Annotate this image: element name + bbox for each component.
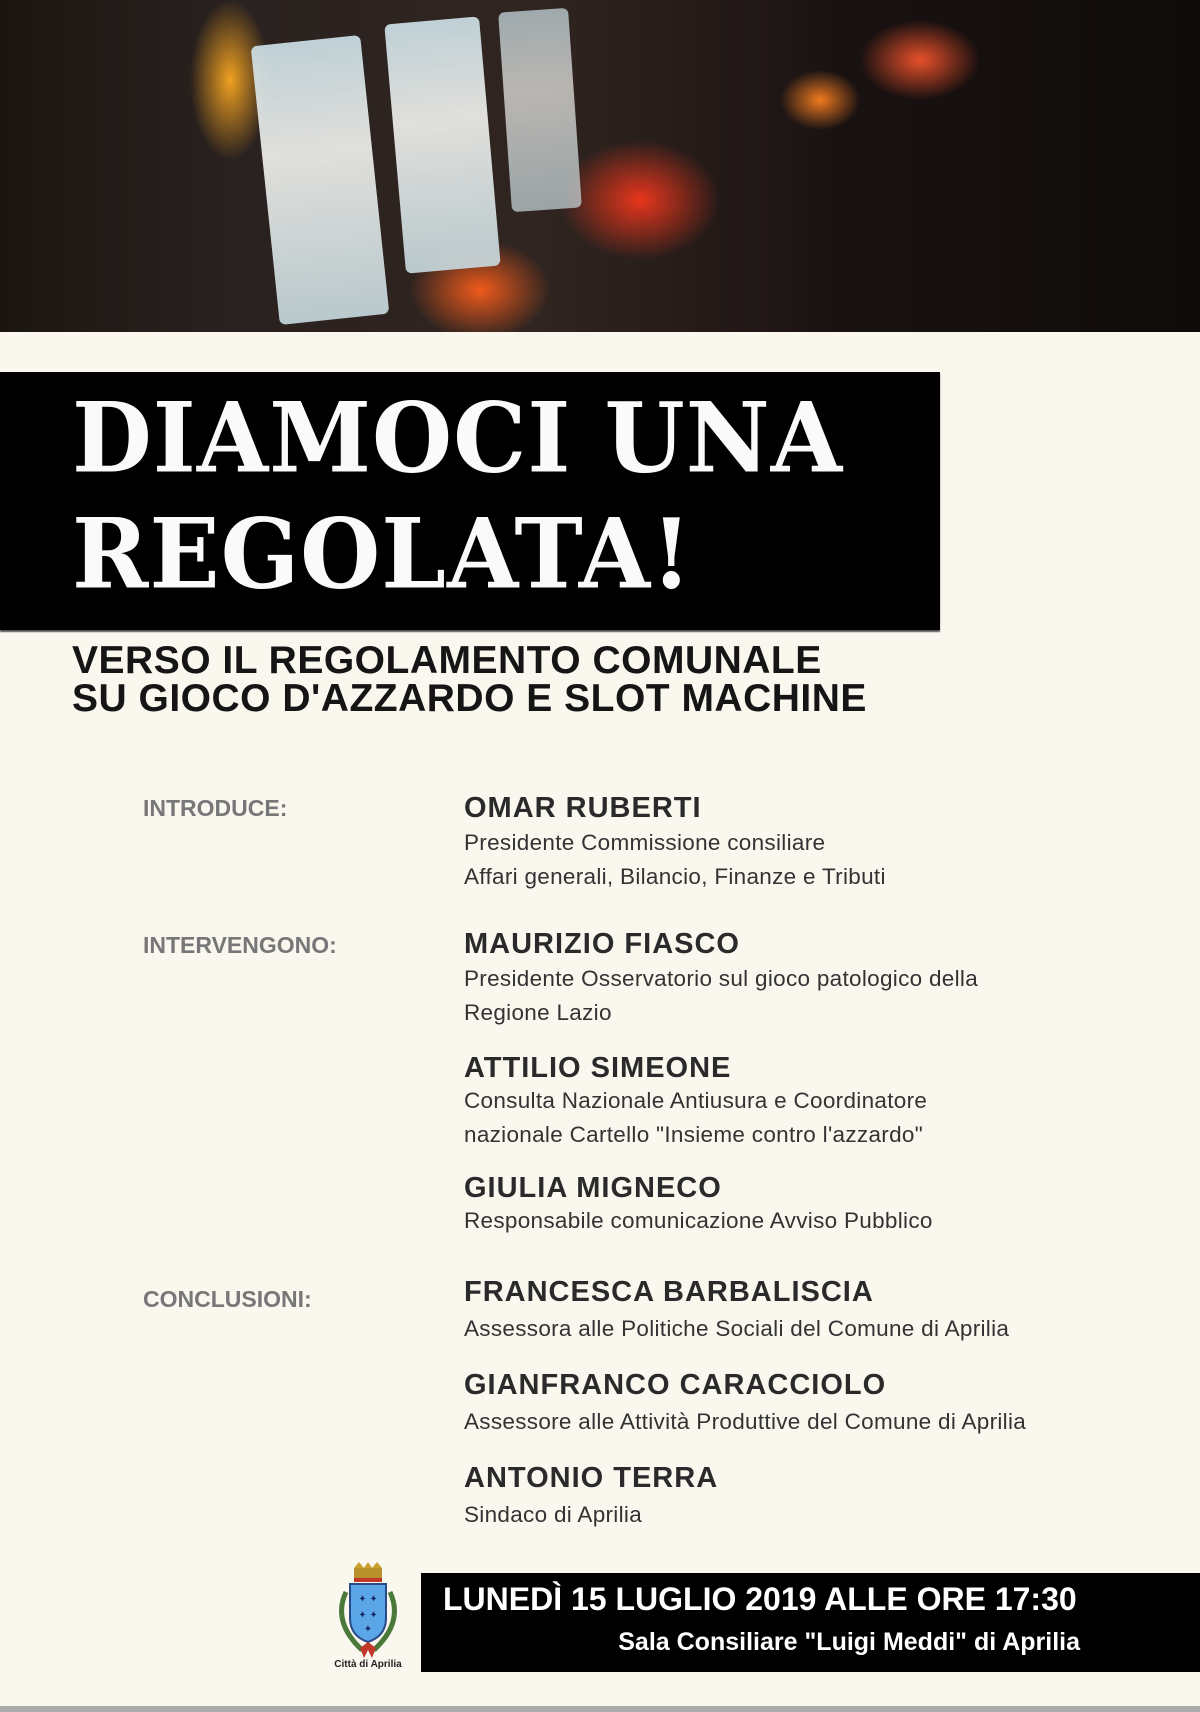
slot-reel — [384, 16, 500, 273]
subtitle-line-1: VERSO IL REGOLAMENTO COMUNALE — [72, 639, 822, 682]
speaker-desc: Responsabile comunicazione Avviso Pubblico — [464, 1208, 933, 1233]
logo-caption: Città di Aprilia — [334, 1659, 402, 1670]
speaker-desc: Assessora alle Politiche Sociali del Comune di Aprilia — [464, 1316, 1010, 1341]
header-photo — [0, 0, 1200, 332]
speaker-name: ATTILIO SIMEONE — [464, 1052, 732, 1084]
speaker-name: OMAR RUBERTI — [464, 792, 702, 824]
speaker-desc: Sindaco di Aprilia — [464, 1502, 643, 1527]
speaker-desc: Assessore alle Attività Produttive del Comune di Aprilia — [464, 1409, 1027, 1434]
event-info-banner — [421, 1573, 1200, 1672]
speaker-desc: Presidente Osservatorio sul gioco patologico della Regione Lazio — [464, 966, 979, 1025]
speaker-name: MAURIZIO FIASCO — [464, 928, 740, 960]
introduce-label: INTRODUCE: — [143, 795, 288, 821]
title-banner — [0, 372, 940, 630]
speaker-name: GIULIA MIGNECO — [464, 1172, 722, 1204]
title-line-1: DIAMOCI UNA — [72, 381, 844, 495]
event-date: LUNEDÌ 15 LUGLIO 2019 ALLE ORE 17:30 — [443, 1581, 1077, 1617]
svg-text:✦ ✦: ✦ ✦ — [358, 1594, 378, 1605]
conclusioni-label: CONCLUSIONI: — [143, 1286, 312, 1312]
speaker-name: GIANFRANCO CARACCIOLO — [464, 1369, 887, 1401]
speaker-name: ANTONIO TERRA — [464, 1462, 719, 1494]
title-line-2: REGOLATA! — [72, 497, 693, 611]
slot-reel — [251, 35, 390, 325]
slot-reel — [498, 8, 582, 212]
city-coat-of-arms-icon — [326, 1562, 410, 1667]
bottom-divider — [0, 1706, 1200, 1712]
event-venue: Sala Consiliare "Luigi Meddi" di Aprilia — [618, 1628, 1080, 1656]
subtitle — [72, 639, 867, 720]
subtitle-line-2: SU GIOCO D'AZZARDO E SLOT MACHINE — [72, 677, 867, 720]
speaker-desc: Consulta Nazionale Antiusura e Coordinatore nazionale Cartello "Insieme contro l'azzardo" — [464, 1088, 928, 1147]
speaker-name: FRANCESCA BARBALISCIA — [464, 1276, 874, 1308]
svg-text:✦: ✦ — [363, 1624, 373, 1635]
svg-text:✦ ✦: ✦ ✦ — [358, 1610, 378, 1621]
speaker-desc: Presidente Commissione consiliare Affari generali, Bilancio, Finanze e Tributi — [464, 830, 886, 889]
intervengono-label: INTERVENGONO: — [143, 932, 337, 958]
